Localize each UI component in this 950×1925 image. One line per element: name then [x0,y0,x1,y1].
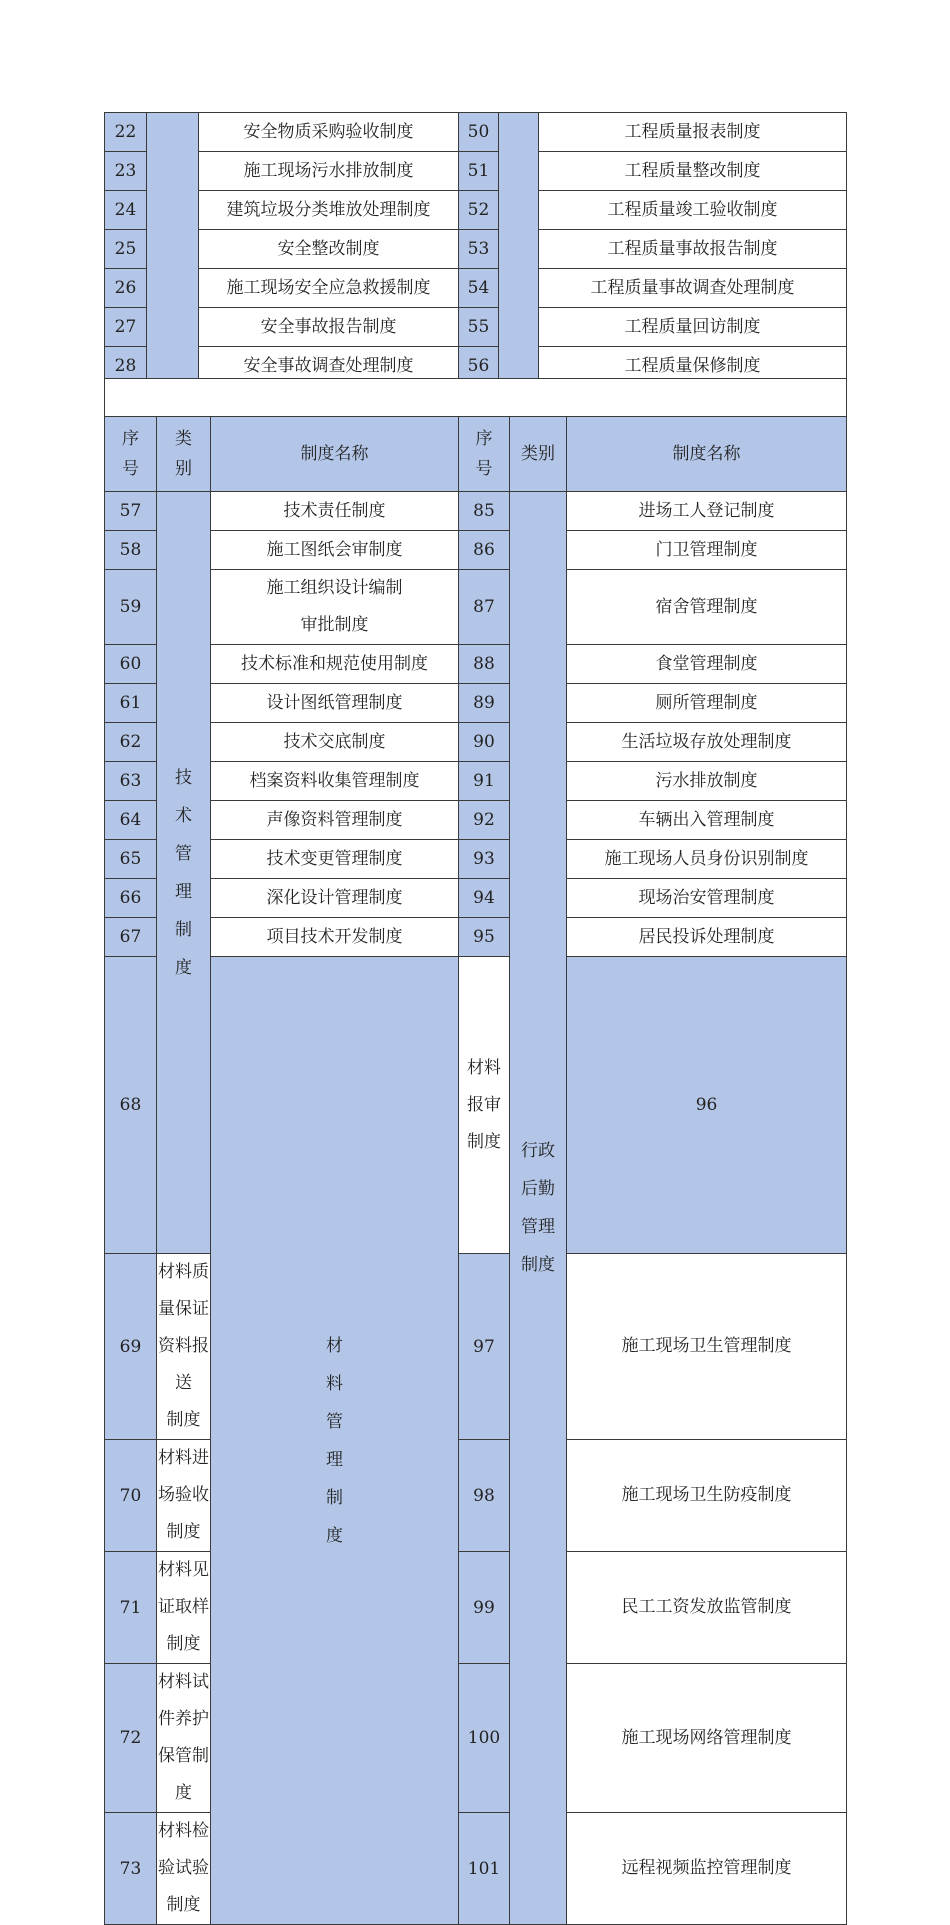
category-cell [499,113,539,386]
regulation-name: 工程质量事故调查处理制度 [539,269,847,308]
regulation-name: 现场治安管理制度 [567,879,847,918]
regulation-name: 安全物质采购验收制度 [199,113,459,152]
row-number: 53 [459,230,499,269]
regulation-name: 材料报审制度 [459,957,510,1254]
regulation-name: 施工组织设计编制 审批制度 [211,570,459,645]
table-row [105,570,847,645]
regulation-name: 居民投诉处理制度 [567,918,847,957]
row-number: 22 [105,113,147,152]
regulation-name: 施工现场卫生管理制度 [567,1254,847,1440]
regulation-name: 宿舍管理制度 [567,570,847,645]
row-number: 67 [105,918,157,957]
header-category: 类 别 [157,417,211,492]
table-row [105,957,847,1254]
table-row [105,492,847,531]
row-number: 88 [459,645,510,684]
table-row [105,684,847,723]
table-row [105,918,847,957]
regulation-name: 进场工人登记制度 [567,492,847,531]
table-row [105,840,847,879]
table-row [105,801,847,840]
row-number: 65 [105,840,157,879]
row-number: 85 [459,492,510,531]
regulation-name: 声像资料管理制度 [211,801,459,840]
regulation-name: 民工工资发放监管制度 [567,1552,847,1664]
regulation-name: 施工现场污水排放制度 [199,152,459,191]
regulation-name: 深化设计管理制度 [211,879,459,918]
row-number: 99 [459,1552,510,1664]
table-row [105,269,847,308]
header-number: 序 号 [459,417,510,492]
row-number: 69 [105,1254,157,1440]
regulation-name: 工程质量保修制度 [539,347,847,386]
regulation-name: 工程质量回访制度 [539,308,847,347]
regulation-name: 安全事故调查处理制度 [199,347,459,386]
row-number: 90 [459,723,510,762]
regulation-name: 车辆出入管理制度 [567,801,847,840]
row-number: 64 [105,801,157,840]
regulation-name: 施工现场卫生防疫制度 [567,1440,847,1552]
regulation-name: 项目技术开发制度 [211,918,459,957]
row-number: 91 [459,762,510,801]
category-cell [147,113,199,386]
header-name: 制度名称 [211,417,459,492]
row-number: 62 [105,723,157,762]
table-row [105,645,847,684]
row-number: 60 [105,645,157,684]
row-number: 55 [459,308,499,347]
row-number: 51 [459,152,499,191]
regulation-table-top [104,112,847,386]
row-number: 72 [105,1664,157,1813]
spacer-row [105,379,847,417]
regulation-name: 施工现场安全应急救援制度 [199,269,459,308]
regulation-name: 工程质量竣工验收制度 [539,191,847,230]
row-number: 25 [105,230,147,269]
header-category: 类别 [510,417,567,492]
regulation-name: 工程质量事故报告制度 [539,230,847,269]
regulation-name: 厕所管理制度 [567,684,847,723]
row-number: 98 [459,1440,510,1552]
row-number: 28 [105,347,147,386]
row-number: 94 [459,879,510,918]
regulation-table-main [104,378,847,1925]
regulation-name: 技术交底制度 [211,723,459,762]
row-number: 89 [459,684,510,723]
row-number: 26 [105,269,147,308]
header-row [105,417,847,492]
category-tech: 技 术 管 理 制 度 [157,492,211,1254]
row-number: 56 [459,347,499,386]
row-number: 87 [459,570,510,645]
row-number: 58 [105,531,157,570]
row-number: 93 [459,840,510,879]
regulation-name: 生活垃圾存放处理制度 [567,723,847,762]
row-number: 27 [105,308,147,347]
header-number: 序 号 [105,417,157,492]
regulation-name: 档案资料收集管理制度 [211,762,459,801]
regulation-name: 设计图纸管理制度 [211,684,459,723]
table-row [105,113,847,152]
row-number: 68 [105,957,157,1254]
regulation-name: 材料质量保证资料报送 制度 [157,1254,211,1440]
regulation-name: 建筑垃圾分类堆放处理制度 [199,191,459,230]
regulation-name: 材料检验试验制度 [157,1813,211,1925]
row-number: 23 [105,152,147,191]
regulation-name: 技术变更管理制度 [211,840,459,879]
row-number: 73 [105,1813,157,1925]
table-row [105,762,847,801]
row-number: 86 [459,531,510,570]
regulation-name: 安全事故报告制度 [199,308,459,347]
row-number: 66 [105,879,157,918]
regulation-name: 工程质量报表制度 [539,113,847,152]
category-material: 材 料 管 理 制 度 [211,957,459,1925]
regulation-name: 材料进场验收制度 [157,1440,211,1552]
row-number: 50 [459,113,499,152]
table-row [105,308,847,347]
row-number: 95 [459,918,510,957]
row-number: 100 [459,1664,510,1813]
regulation-name: 工程质量整改制度 [539,152,847,191]
regulation-name: 材料见证取样制度 [157,1552,211,1664]
regulation-name: 材料试件养护保管制度 [157,1664,211,1813]
row-number: 61 [105,684,157,723]
row-number: 96 [567,957,847,1254]
row-number: 52 [459,191,499,230]
regulation-name: 施工图纸会审制度 [211,531,459,570]
regulation-name: 施工现场网络管理制度 [567,1664,847,1813]
header-name: 制度名称 [567,417,847,492]
row-number: 70 [105,1440,157,1552]
table-row [105,723,847,762]
row-number: 63 [105,762,157,801]
regulation-name: 食堂管理制度 [567,645,847,684]
row-number: 92 [459,801,510,840]
table-row [105,879,847,918]
row-number: 24 [105,191,147,230]
regulation-name: 门卫管理制度 [567,531,847,570]
row-number: 59 [105,570,157,645]
row-number: 54 [459,269,499,308]
regulation-name: 污水排放制度 [567,762,847,801]
table-row [105,191,847,230]
row-number: 97 [459,1254,510,1440]
category-admin: 行政 后勤 管理 制度 [510,492,567,1925]
regulation-name: 施工现场人员身份识别制度 [567,840,847,879]
regulation-name: 技术标准和规范使用制度 [211,645,459,684]
table-row [105,531,847,570]
regulation-name: 安全整改制度 [199,230,459,269]
row-number: 101 [459,1813,510,1925]
regulation-name: 技术责任制度 [211,492,459,531]
row-number: 57 [105,492,157,531]
table-row [105,230,847,269]
row-number: 71 [105,1552,157,1664]
regulation-name: 远程视频监控管理制度 [567,1813,847,1925]
table-row [105,152,847,191]
